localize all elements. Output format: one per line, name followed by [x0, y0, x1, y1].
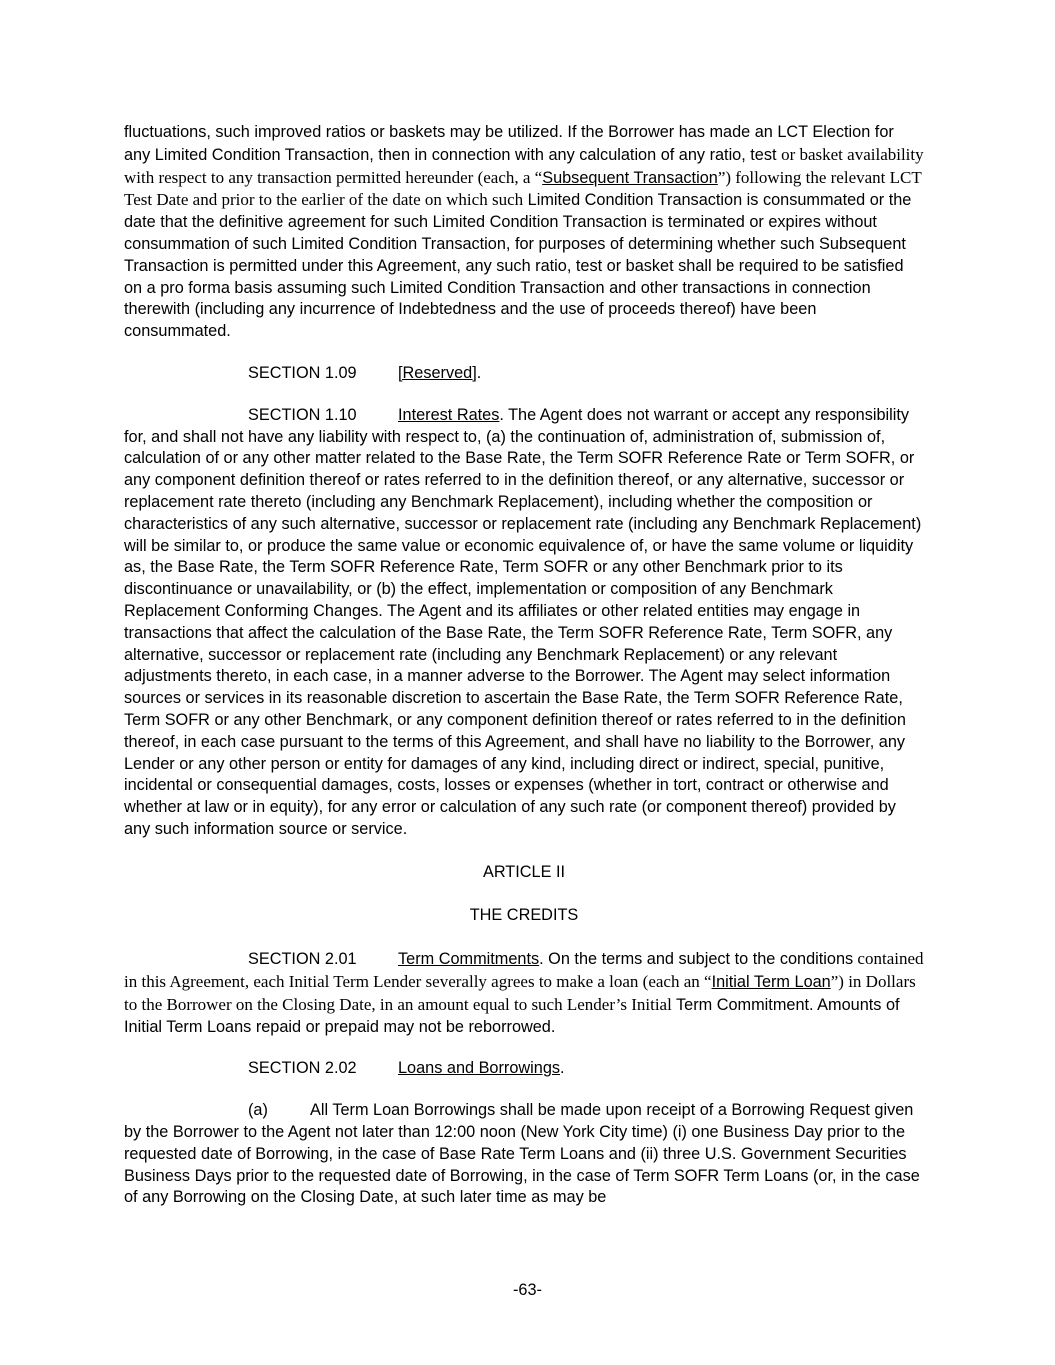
paragraph-lct-election [124, 122, 924, 343]
section-2-01 [124, 948, 924, 1038]
section-2-01-body-1: . On the terms and subject to the conditions [539, 950, 854, 969]
defined-term-initial-term-loan: Initial Term Loan [711, 973, 831, 992]
paragraph-lct-text-4: Limited Condition Transaction is consummated or the date that the definitive agreement for such Limited Condition Transaction is terminated or expires without consummation of such Limited Condition Transaction, for purposes of determining whether such Subsequent Transaction is permitted under this Agreement, any such ratio, test or basket shall be required to be satisfied on a pro forma basis assuming such Limited Condition Transaction and other transactions in connection therewith (including any incurrence of Indebtedness and the use of proceeds thereof) have been consummated. [124, 191, 912, 341]
section-2-01-number: SECTION 2.01 [248, 950, 357, 969]
defined-term-subsequent-transaction: Subsequent Transaction [542, 168, 718, 187]
section-1-09-number: SECTION 1.09 [248, 363, 357, 382]
paragraph-lct-text-2: or basket availability with respect to any transaction permitted hereunder (each, a “ [124, 144, 924, 187]
section-1-09 [124, 363, 924, 385]
article-number: ARTICLE II [482, 862, 566, 881]
paragraph-a-body: All Term Loan Borrowings shall be made upon receipt of a Borrowing Request given by the Borrower to the Agent not later than 12:00 noon (New York City time) (i) one Business Day prior to the requested date of Borrowing, in the case of Base Rate Term Loans and (ii) three U.S. Government Securities Business Days prior to the requested date of Borrowing, in the case of Term SOFR Term Loans (or, in the case of any Borrowing on the Closing Date, at such later time as may be [124, 1101, 920, 1207]
section-1-10-title: Interest Rates [398, 405, 500, 424]
section-2-02-number: SECTION 2.02 [248, 1059, 357, 1078]
section-1-09-title: [Reserved] [398, 363, 477, 382]
section-1-10-body: . The Agent does not warrant or accept any responsibility for, and shall not have any liability with respect to, (a) the continuation of, administration of, submission of, calculation of or any other matter related to the Base Rate, the Term SOFR Reference Rate or Term SOFR, or any component definition thereof or rates referred to in the definition thereof, or any alternative, successor or replacement rate thereto (including any Benchmark Replacement), including whether the composition or characteristics of any such alternative, successor or replacement rate (including any Benchmark Replacement) will be similar to, or produce the same value or economic equivalence of, or have the same volume or liquidity as, the Base Rate, the Term SOFR Reference Rate, Term SOFR or any other Benchmark prior to its discontinuance or unavailability, or (b) the effect, implementation or composition of any Benchmark Replacement Conforming Changes. The Agent and its affiliates or other related entities may engage in transactions that affect the calculation of the Base Rate, the Term SOFR Reference Rate, Term SOFR, any alternative, successor or replacement rate (including any Benchmark Replacement) or any relevant adjustments thereto, in each case, in a manner adverse to the Borrower. The Agent may select information sources or services in its reasonable discretion to ascertain the Base Rate, the Term SOFR Reference Rate, Term SOFR or any other Benchmark, or any component definition thereof or rates referred to in the definition thereof, in each case pursuant to the terms of this Agreement, and shall have no liability to the Borrower, any Lender or any other person or entity for damages of any kind, including direct or indirect, special, punitive, incidental or consequential damages, costs, losses or expenses (whether in tort, contract or otherwise and whether at law or in equity), for any error or calculation of any such rate (or component thereof) provided by any such information source or service. [124, 405, 922, 838]
page-number: -63- [513, 1281, 542, 1299]
section-1-09-trailing: . [476, 363, 482, 382]
section-2-02 [124, 1058, 924, 1080]
article-title: THE CREDITS [469, 905, 579, 924]
paragraph-a [124, 1100, 924, 1209]
section-2-01-body-4: Term Commitment. Amounts of Initial Term Loans repaid or prepaid may not be reborrowed. [124, 995, 900, 1036]
section-2-01-title: Term Commitments [398, 950, 540, 969]
section-1-10-number: SECTION 1.10 [248, 405, 357, 424]
section-2-01-body-3: ”) in Dollars to the Borrower on the Closing Date, in an amount equal to such Lender’s Initial [124, 972, 916, 1014]
paragraph-lct-text-1: fluctuations, such improved ratios or baskets may be utilized. If the Borrower has made an LCT Election for any Limited Condition Transaction, then in connection with any calculation of any ratio, test [124, 123, 894, 164]
section-2-02-title: Loans and Borrowings [398, 1059, 561, 1078]
document-page [124, 122, 924, 1209]
paragraph-lct-text-3: ”) following the relevant LCT Test Date and prior to the earlier of the date on which such [124, 167, 922, 210]
section-2-02-trailing: . [560, 1059, 565, 1078]
section-1-10 [124, 405, 924, 841]
paragraph-a-label: (a) [248, 1101, 268, 1120]
section-2-01-body-2: contained in this Agreement, each Initial Term Lender severally agrees to make a loan (each an “ [124, 949, 924, 992]
